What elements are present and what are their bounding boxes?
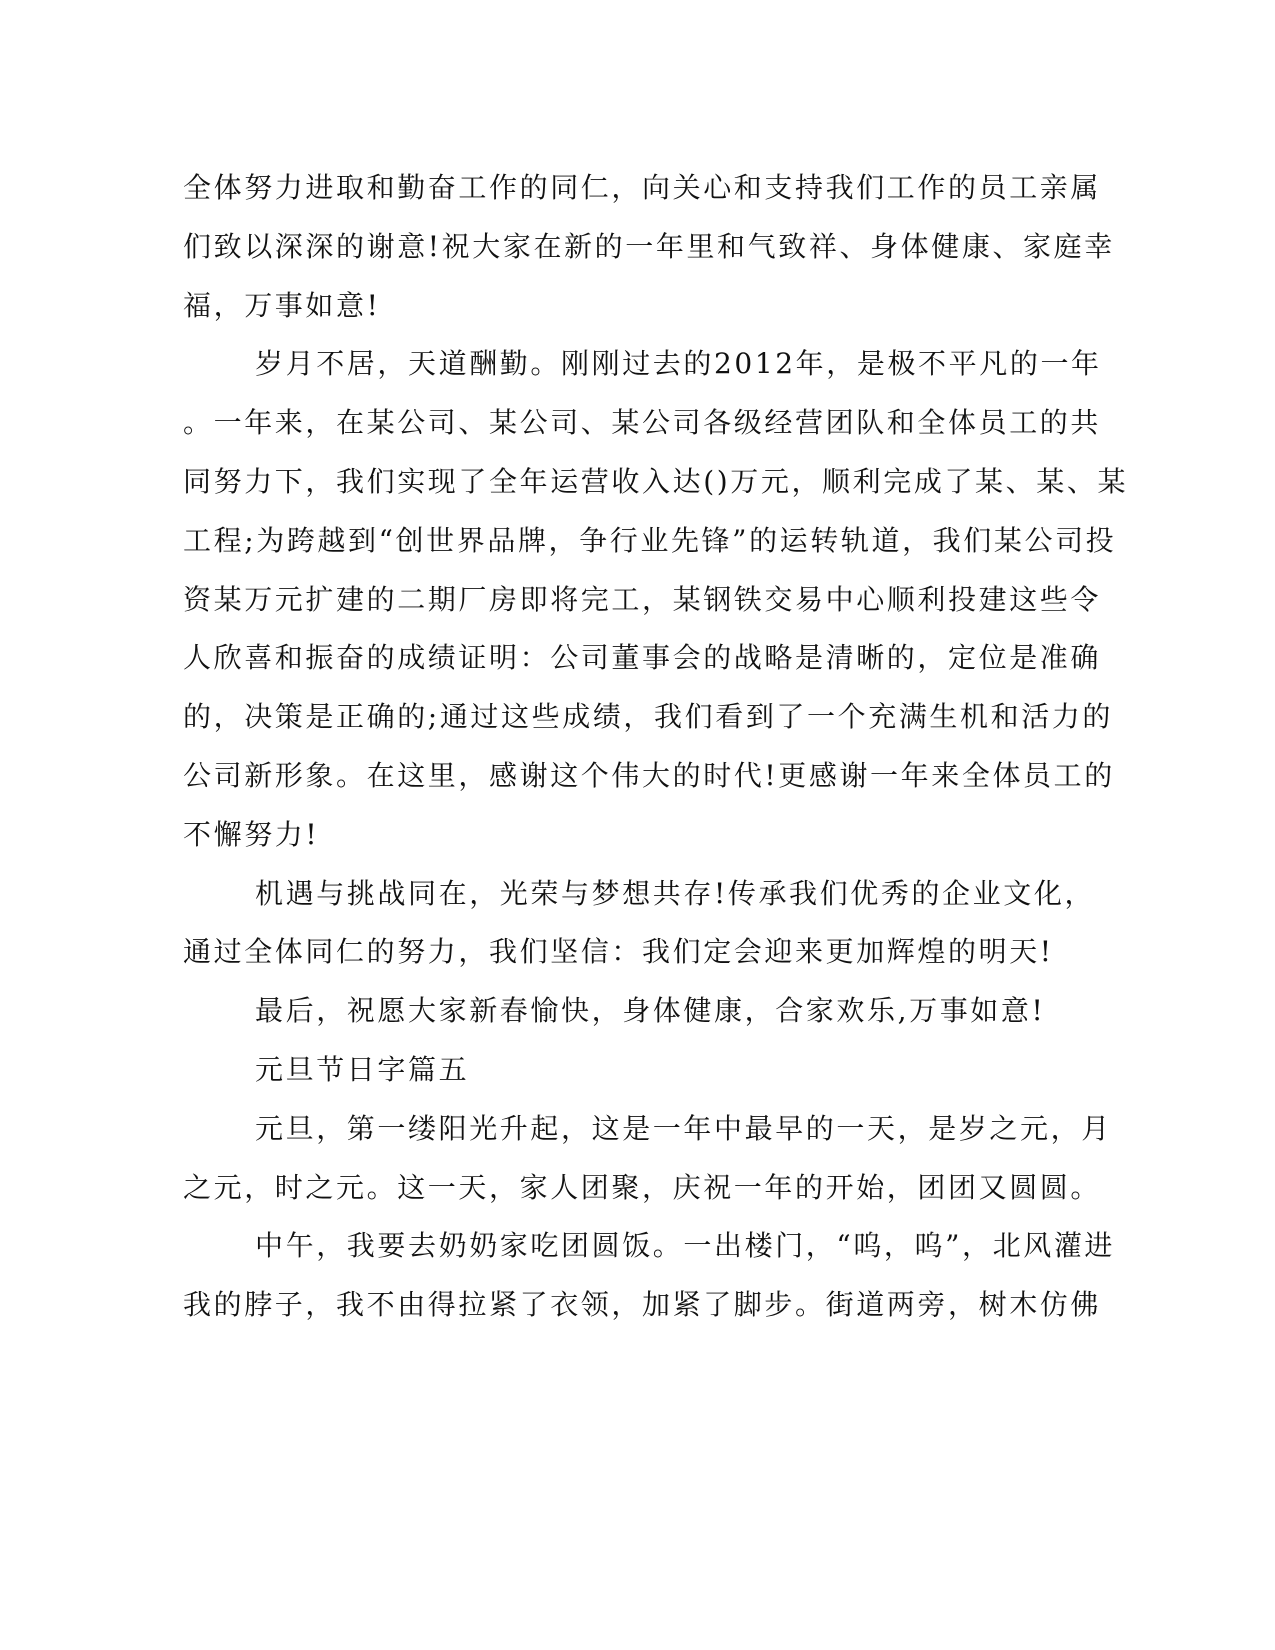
text-line: 。一年来，在某公司、某公司、某公司各级经营团队和全体员工的共: [183, 406, 1102, 440]
paragraph-first-line: 中午，我要去奶奶家吃团圆饭。一出楼门，“呜，呜”，北风灌进: [255, 1229, 1116, 1263]
text-line: 同努力下，我们实现了全年运营收入达()万元，顺利完成了某、某、某: [183, 464, 1129, 498]
paragraph-first-line: 岁月不居，天道酬勤。刚刚过去的2012年，是极不平凡的一年: [255, 347, 1102, 381]
text-line: 通过全体同仁的努力，我们坚信：我们定会迎来更加辉煌的明天!: [183, 935, 1054, 969]
text-line: 之元，时之元。这一天，家人团聚，庆祝一年的开始，团团又圆圆。: [183, 1170, 1102, 1204]
text-line: 资某万元扩建的二期厂房即将完工，某钢铁交易中心顺利投建这些令: [183, 582, 1102, 616]
text-line: 们致以深深的谢意!祝大家在新的一年里和气致祥、身体健康、家庭幸: [183, 229, 1115, 263]
text-line: 公司新形象。在这里，感谢这个伟大的时代!更感谢一年来全体员工的: [183, 758, 1115, 792]
paragraph-first-line: 最后，祝愿大家新春愉快，身体健康，合家欢乐,万事如意!: [255, 994, 1046, 1028]
text-line: 人欣喜和振奋的成绩证明：公司董事会的战略是清晰的，定位是准确: [183, 641, 1102, 675]
text-line: 全体努力进取和勤奋工作的同仁，向关心和支持我们工作的员工亲属: [183, 171, 1102, 204]
text-line: 不懈努力!: [183, 817, 320, 851]
paragraph-first-line: 元旦，第一缕阳光升起，这是一年中最早的一天，是岁之元，月: [255, 1111, 1112, 1145]
text-line: 工程;为跨越到“创世界品牌，争行业先锋”的运转轨道，我们某公司投: [183, 523, 1117, 557]
text-line: 我的脖子，我不由得拉紧了衣领，加紧了脚步。街道两旁，树木仿佛: [183, 1288, 1102, 1322]
text-line: 福，万事如意!: [183, 288, 381, 322]
paragraph-first-line: 机遇与挑战同在，光荣与梦想共存!传承我们优秀的企业文化，: [255, 876, 1096, 910]
section-heading: 元旦节日字篇五: [255, 1052, 470, 1086]
document-body: [183, 159, 1129, 1335]
text-line: 的，决策是正确的;通过这些成绩，我们看到了一个充满生机和活力的: [183, 700, 1114, 734]
